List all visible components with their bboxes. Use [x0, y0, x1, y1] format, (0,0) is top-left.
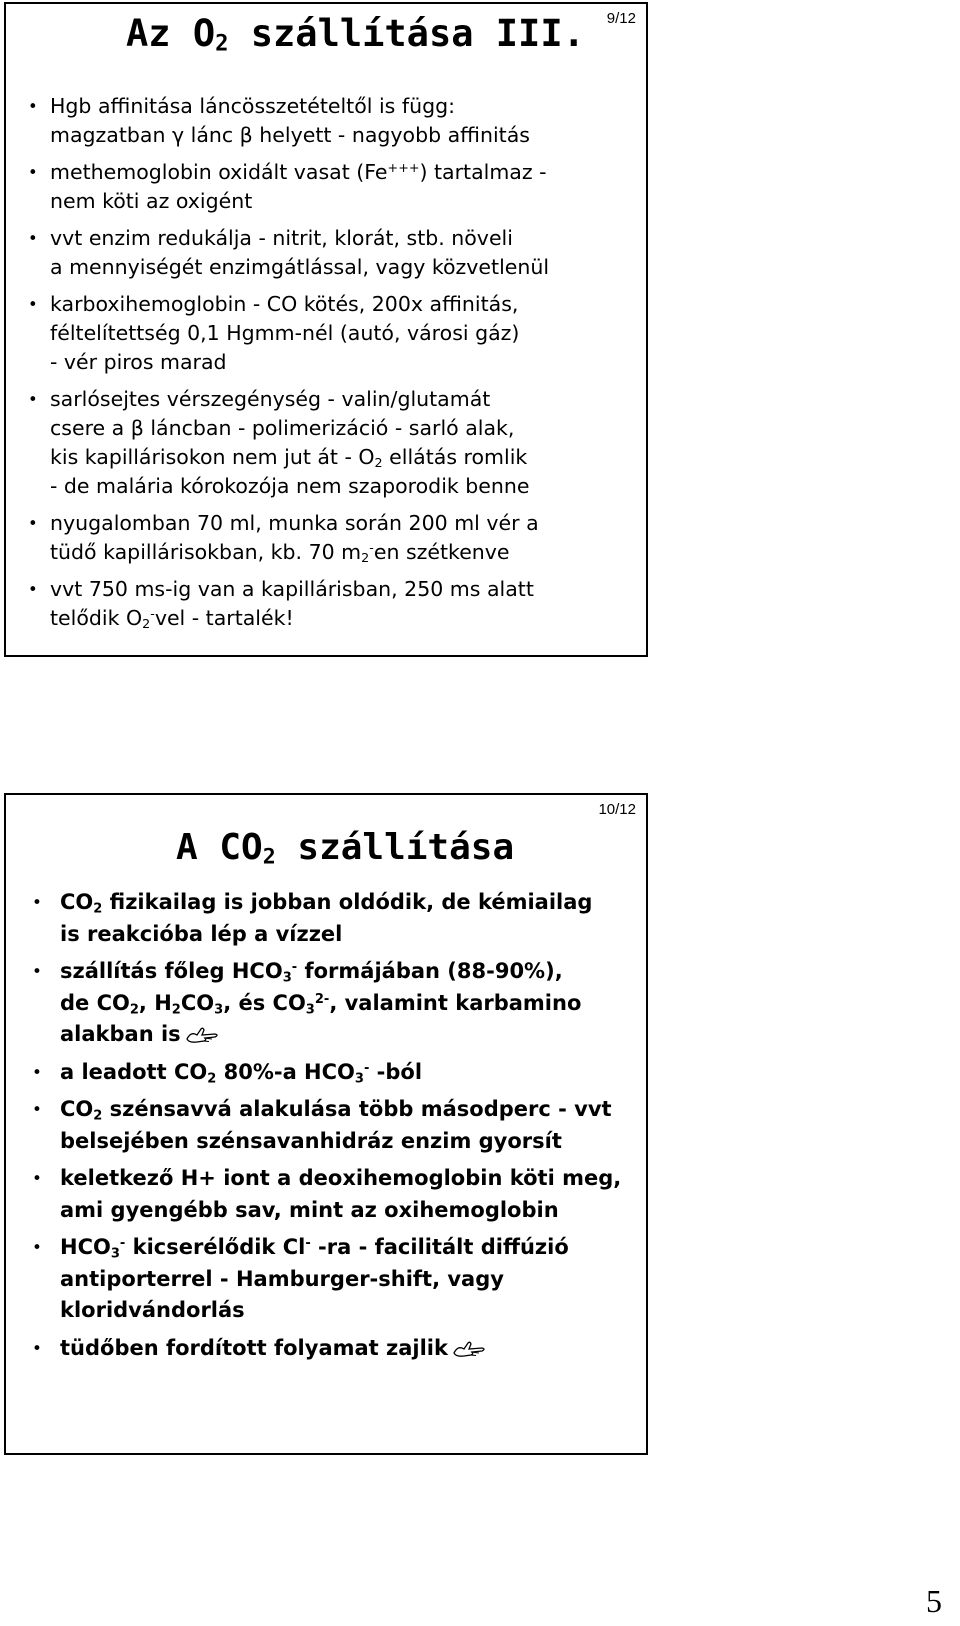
bullet-line: • nyugalomban 70 ml, munka során 200 ml vér a: [50, 511, 539, 535]
bullet-item: [32, 1333, 638, 1365]
slide-9: [4, 2, 648, 657]
bullet-line: • methemoglobin oxidált vasat (Fe+++) tartalmaz -: [50, 160, 547, 184]
bullet-item: [32, 1163, 638, 1226]
bullet-line: tüdő kapillárisokban, kb. 70 $m_2^-en$ szétkenve: [50, 540, 510, 566]
bullet-list: [32, 887, 638, 1370]
slide-title: Az $O_2$ szállítása III.: [126, 12, 585, 57]
slide-title: A $CO_2$ szállítása: [176, 827, 515, 870]
bullet-line: • $CO_2$ fizikailag is jobban oldódik, de kémiailag: [60, 890, 593, 917]
pointing-hand-icon: [452, 1339, 488, 1359]
bullet-list: [28, 92, 640, 641]
bullet-line: • $HCO_3^-$ kicserélődik Cl- -ra - facilitált diffúzió: [60, 1235, 569, 1262]
bullet-line: de $CO_2$, $H_2CO_3$, és $CO_3^{2-}$, valamint karbamino: [60, 990, 582, 1017]
bullet-line: féltelítettség 0,1 Hgmm-nél (autó, városi gáz): [50, 321, 520, 345]
bullet-line: is reakcióba lép a vízzel: [60, 921, 343, 946]
bullet-line: telődik $O_2^-vel$ - tartalék!: [50, 606, 294, 632]
bullet-line: • szállítás főleg $HCO_3^-$ formájában (88-90%),: [60, 959, 563, 986]
bullet-line: • $CO_2$ szénsavvá alakulása több másodperc - vvt: [60, 1097, 612, 1124]
bullet-line: • karboxihemoglobin - CO kötés, 200x affinitás,: [50, 292, 519, 316]
bullet-item: [32, 1094, 638, 1157]
bullet-item: [32, 1057, 638, 1089]
bullet-line: • sarlósejtes vérszegénység - valin/glutamát: [50, 387, 491, 411]
bullet-line: ami gyengébb sav, mint az oxihemoglobin: [60, 1197, 559, 1222]
bullet-item: [32, 956, 638, 1051]
bullet-line: magzatban γ lánc β helyett - nagyobb affinitás: [50, 123, 530, 147]
bullet-item: [28, 224, 640, 282]
bullet-item: [28, 290, 640, 377]
bullet-line: • vvt enzim redukálja - nitrit, klorát, stb. növeli: [50, 226, 513, 250]
bullet-line: kloridvándorlás: [60, 1298, 245, 1322]
bullet-item: [28, 575, 640, 633]
page-number: 5: [926, 1583, 942, 1619]
bullet-item: [28, 385, 640, 501]
bullet-line: • a leadott $CO_2$ 80%-a $HCO_3^-$ -ból: [60, 1059, 423, 1086]
slide-number: 9/12: [606, 10, 636, 27]
bullet-item: [28, 509, 640, 567]
bullet-item: [28, 92, 640, 150]
bullet-line: • tüdőben fordított folyamat zajlik: [60, 1333, 638, 1365]
bullet-line: - de malária kórokozója nem szaporodik benne: [50, 474, 530, 498]
bullet-line: • Hgb affinitása láncösszetételtől is függ:: [50, 94, 456, 118]
bullet-item: [28, 158, 640, 216]
bullet-line: a mennyiségét enzimgátlással, vagy közvetlenül: [50, 255, 550, 279]
bullet-line: - vér piros marad: [50, 350, 227, 374]
bullet-line: nem köti az oxigént: [50, 189, 253, 213]
slide-number: 10/12: [598, 801, 636, 818]
slide-10: [4, 793, 648, 1455]
bullet-item: [32, 887, 638, 950]
bullet-line: csere a β láncban - polimerizáció - sarló alak,: [50, 416, 515, 440]
bullet-line: antiporterrel - Hamburger-shift, vagy: [60, 1266, 504, 1291]
bullet-line: kis kapillárisokon nem jut át - $O_2$ ellátás romlik: [50, 445, 528, 471]
bullet-line: belsejében szénsavanhidráz enzim gyorsít: [60, 1128, 562, 1153]
bullet-line: • keletkező H+ iont a deoxihemoglobin köti meg,: [60, 1166, 622, 1190]
pointing-hand-icon: [185, 1025, 221, 1045]
bullet-line: • vvt 750 ms-ig van a kapillárisban, 250 ms alatt: [50, 577, 534, 601]
bullet-item: [32, 1232, 638, 1327]
bullet-line: alakban is: [60, 1019, 638, 1051]
